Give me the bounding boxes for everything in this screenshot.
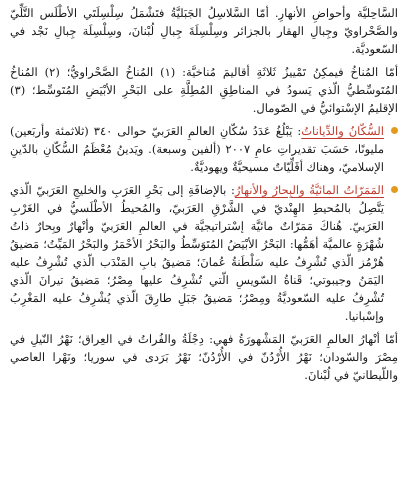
- section-waterways: [10, 181, 398, 325]
- paragraph-mountains: السَّاحِليَّة وأحواضِ الأنهارِ. أمّا السَّلاسِلُ الجَبَليَّةُ فتَشْمَلُ سِلْسِلَتَي الأطْلَس التَّلِّيّ والصَّحْراويّ وجِبالِ الهقار بالجزائر وسِلْسِلَةَ جِبالِ لُبْنانَ، وسِلْسِلَة جِبالِ نَجْد في السّعوديَّة.: [10, 6, 398, 56]
- paragraph-rivers: أمّا أنْهارُ العالمِ العَرَبيّ المَشْهورَةُ فهي: دِجْلَةُ والفُراتُ في العِراق؛ نَهْرُ النّيلِ في مِصْرَ والسّودان؛ نَهْرُ الأُرْدُنّ في الأُرْدُنّ؛ نَهْرُ بَرَدى في سوريا؛ ونَهْرا العاصي واللّيطانيّ في لُبْنانَ.: [10, 332, 398, 382]
- section-text-waterways: : بالإضافَةِ إلى بَحْرِ العَرَبِ والخليجِ العَرَبيّ: [36, 183, 235, 197]
- section-heading-waterways: المَمَرّاتُ المائيَّةُ والبِحارُ والأنهارُ: [234, 183, 384, 197]
- paragraph-waterways-body: الّذي يَتَّصِلُ بالمُحيطِ الهِنْديّ في الشَّرْقِ العَرَبيّ، والمُحيطُ الأطْلَسيُّ في الغَرْبِ العَرَبيّ. هُناكَ مَمَرّاتٌ مائيَّة إسْتراتيجيَّة في العالمِ العَرَبيّ وأنْهارٌ وبِحارٌ ذاتُ شُهْرَةٍ عالميَّة أهَمُّها: البَحْرُ الأبْيَضُ المُتَوَسِّطُ والبَحْرُ الأحْمَرُ والبَحْرُ المَيِّتُ؛ مَضيقُ هُرْمُز الّذي تُشْرِفُ عليه سَلْطَنةُ عُمانَ؛ مَضيقُ بابِ المَنْدَب الّذي تُشْرِفُ عليه اليَمَنُ وجيبوتي؛ قَناةُ السّويسِ الّتي تُشْرِفُ عليها مِصْرُ؛ مَضيقُ تيرانَ الّذي تُشْرِفُ عليه السّعوديَّةُ ومِصْرُ؛ مَضيقُ جَبَلِ طارِقَ الّذي يُشْرِفُ عليه المَغْرِبُ وإسْبانيا.: [10, 183, 384, 323]
- bullet-icon: [391, 127, 398, 134]
- paragraph-climate: أمّا المُناخُ فيمكِنُ تَمْييزُ ثَلاثَةِ أقاليمَ مُناخيَّة: (١) المُناخُ الصَّحْراويُّ؛ (٢) المُناخُ المُتَوسِّطيُّ الّذي يَسودُ في المناطِقِ المُطِلَّةِ على البَحْرِ الأبْيَضِ المُتَوسِّط؛ (٣) الإقليمُ الإسْتوائيُّ في الصّومال.: [10, 65, 399, 115]
- section-heading-population: السُّكّانُ والدِّياناتُ: [301, 124, 384, 138]
- document-page: [10, 4, 398, 500]
- bullet-icon: [391, 186, 398, 193]
- section-population: [10, 122, 398, 176]
- section-text-population: : يَبْلُغُ عَدَدُ سُكّانِ العالمِ العَرَبيّ حوالى ٣٤٠ (ثلاثمئة وأربَعين) مليونًا، حَسَبَ تقديراتِ عامِ ٢٠٠٧ (ألفين وسبعة). ويَدينُ مُعْظَمُ السُّكّانِ بالدّينِ الإسلاميّ، وهناك أقَلِّيّاتٌ مسيحيَّةٌ ويهوديَّةٌ.: [10, 124, 384, 174]
